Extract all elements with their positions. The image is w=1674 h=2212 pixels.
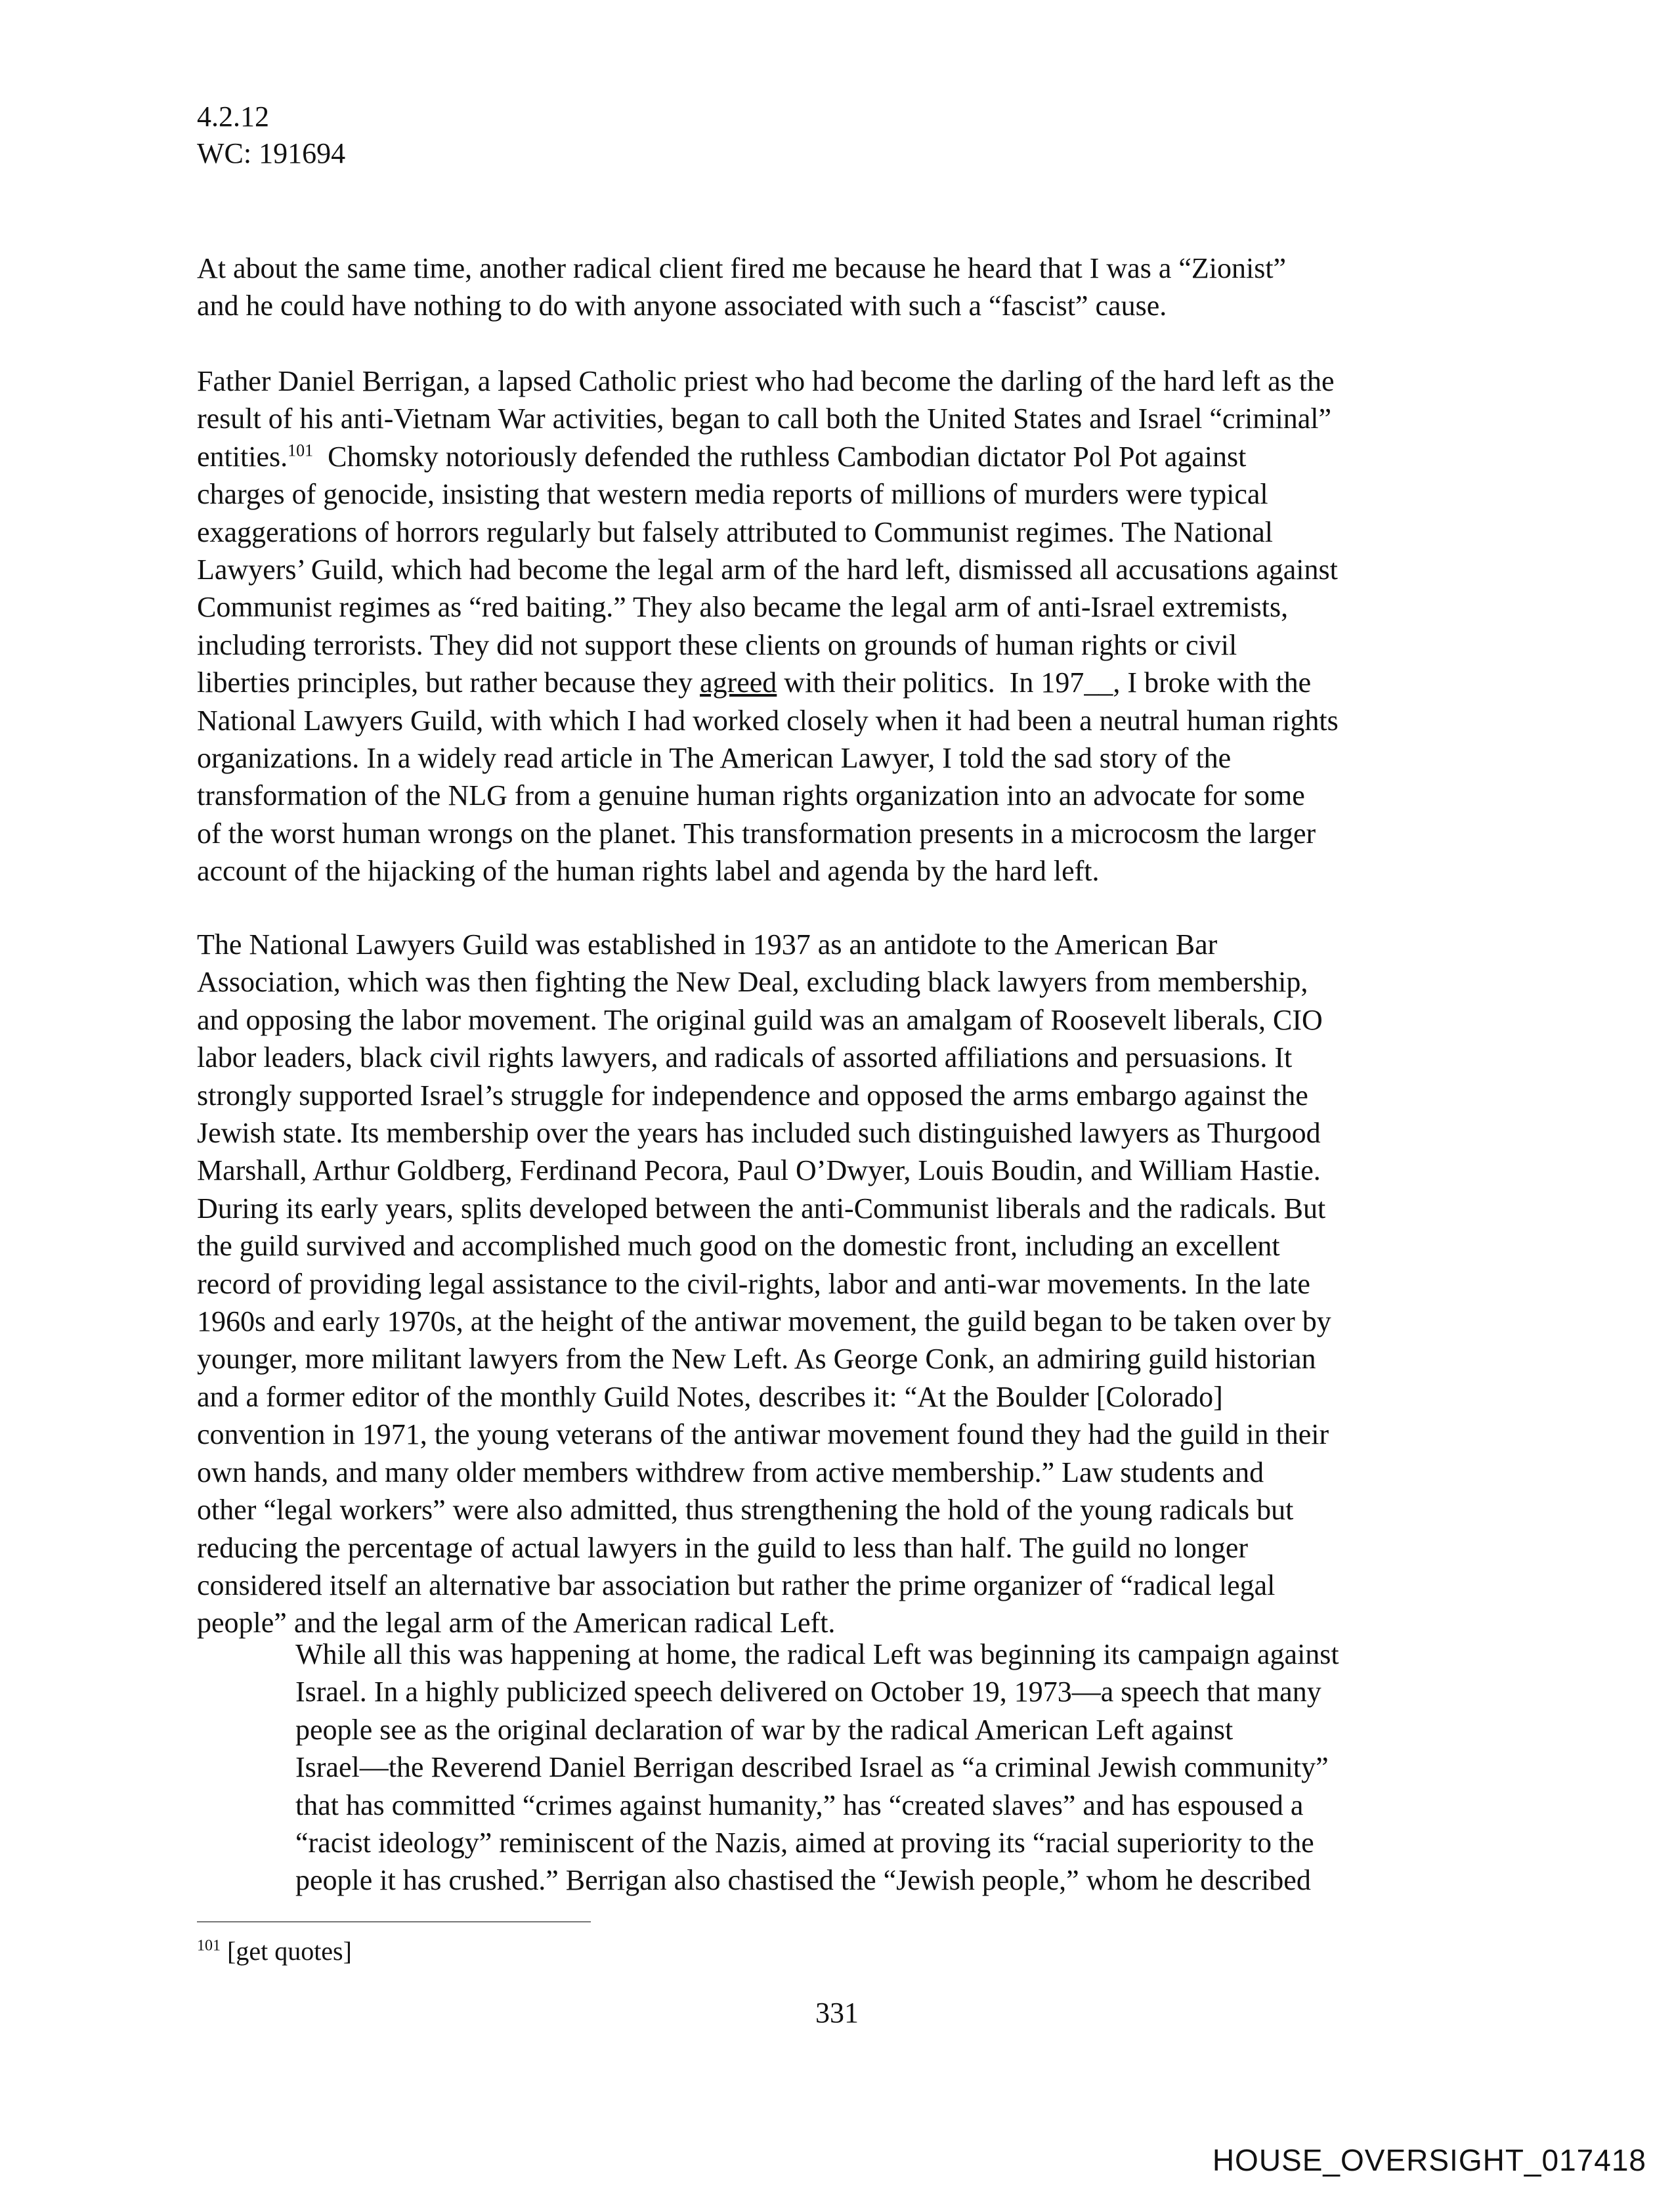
- text-segment: Chomsky notoriously defended the ruthless Cambodian dictator Pol Pot against: [313, 440, 1247, 473]
- text-line: charges of genocide, insisting that western media reports of millions of murders were typical: [197, 478, 1268, 511]
- text-line: “racist ideology” reminiscent of the Nazis, aimed at proving its “racial superiority to the: [295, 1827, 1314, 1859]
- page-number: 331: [815, 1997, 859, 2029]
- text-line: account of the hijacking of the human rights label and agenda by the hard left.: [197, 855, 1100, 888]
- word-count: WC: 191694: [197, 137, 346, 169]
- footnote-number: 101: [197, 1937, 221, 1955]
- text-line: the guild survived and accomplished much good on the domestic front, including an excellent: [197, 1230, 1280, 1263]
- footnote-text: [get quotes]: [221, 1936, 352, 1966]
- text-line: and opposing the labor movement. The original guild was an amalgam of Roosevelt liberals, CIO: [197, 1003, 1323, 1036]
- text-line: Israel—the Reverend Daniel Berrigan described Israel as “a criminal Jewish community”: [295, 1751, 1329, 1784]
- text-line: During its early years, splits developed between the anti-Communist liberals and the radicals. But: [197, 1192, 1326, 1225]
- text-line: strongly supported Israel’s struggle for independence and opposed the arms embargo against the: [197, 1079, 1308, 1112]
- bates-stamp: HOUSE_OVERSIGHT_017418: [1212, 2143, 1646, 2177]
- underlined-word: agreed: [700, 666, 777, 699]
- paragraph-4-indented: [295, 1636, 1490, 1899]
- text-line: While all this was happening at home, the radical Left was beginning its campaign against: [295, 1638, 1339, 1670]
- text-line: Lawyers’ Guild, which had become the legal arm of the hard left, dismissed all accusations against: [197, 553, 1338, 586]
- footnote: [197, 1934, 352, 1968]
- text-line: considered itself an alternative bar association but rather the prime organizer of “radical legal: [197, 1569, 1276, 1601]
- text-line: National Lawyers Guild, with which I had worked closely when it had been a neutral human rights: [197, 704, 1339, 737]
- paragraph-3: [197, 926, 1484, 1642]
- document-header: [197, 98, 345, 172]
- footnote-separator: [197, 1921, 591, 1922]
- text-line: people” and the legal arm of the American radical Left.: [197, 1607, 836, 1639]
- text-line: 1960s and early 1970s, at the height of the antiwar movement, the guild began to be taken over by: [197, 1305, 1331, 1338]
- draft-date: 4.2.12: [197, 100, 269, 133]
- text-line: other “legal workers” were also admitted, thus strengthening the hold of the young radicals but: [197, 1494, 1294, 1527]
- text-line: Communist regimes as “red baiting.” They also became the legal arm of anti-Israel extremists,: [197, 591, 1289, 624]
- text-line: Jewish state. Its membership over the years has included such distinguished lawyers as Thurgood: [197, 1117, 1321, 1150]
- text-line: labor leaders, black civil rights lawyers, and radicals of assorted affiliations and persuasions. It: [197, 1041, 1293, 1074]
- text-line: [197, 664, 1484, 701]
- text-line: convention in 1971, the young veterans of the antiwar movement found they had the guild in their: [197, 1418, 1329, 1451]
- text-segment: entities.: [197, 440, 288, 473]
- paragraph-2: [197, 362, 1484, 890]
- text-line: Father Daniel Berrigan, a lapsed Catholic priest who had become the darling of the hard left as the: [197, 365, 1335, 397]
- text-line: people it has crushed.” Berrigan also chastised the “Jewish people,” whom he described: [295, 1864, 1311, 1897]
- footnote-reference[interactable]: 101: [288, 441, 314, 460]
- text-line: Association, which was then fighting the New Deal, excluding black lawyers from membership,: [197, 966, 1308, 999]
- text-line: including terrorists. They did not support these clients on grounds of human rights or civil: [197, 628, 1237, 661]
- text-line: exaggerations of horrors regularly but falsely attributed to Communist regimes. The National: [197, 515, 1273, 548]
- text-segment: with their politics. In 197__, I broke with the: [777, 666, 1312, 699]
- text-line: own hands, and many older members withdrew from active membership.” Law students and: [197, 1456, 1264, 1488]
- text-line: younger, more militant lawyers from the New Left. As George Conk, an admiring guild historian: [197, 1343, 1316, 1376]
- text-line: and he could have nothing to do with anyone associated with such a “fascist” cause.: [197, 290, 1167, 322]
- text-line: and a former editor of the monthly Guild Notes, describes it: “At the Boulder [Colorado]: [197, 1380, 1223, 1413]
- text-line: Marshall, Arthur Goldberg, Ferdinand Pecora, Paul O’Dwyer, Louis Boudin, and William Hastie.: [197, 1154, 1321, 1187]
- text-line: reducing the percentage of actual lawyers in the guild to less than half. The guild no longer: [197, 1531, 1249, 1564]
- paragraph-1: [197, 249, 1484, 325]
- text-line: result of his anti-Vietnam War activities, began to call both the United States and Israel “criminal”: [197, 402, 1332, 435]
- text-line: people see as the original declaration of war by the radical American Left against: [295, 1713, 1234, 1746]
- text-line: that has committed “crimes against humanity,” has “created slaves” and has espoused a: [295, 1789, 1304, 1821]
- text-line: At about the same time, another radical client fired me because he heard that I was a “Zionist”: [197, 252, 1287, 284]
- text-line: transformation of the NLG from a genuine human rights organization into an advocate for some: [197, 779, 1305, 812]
- text-line: The National Lawyers Guild was established in 1937 as an antidote to the American Bar: [197, 928, 1218, 961]
- text-line: of the worst human wrongs on the planet. This transformation presents in a microcosm the larger: [197, 817, 1316, 850]
- text-line: organizations. In a widely read article in The American Lawyer, I told the sad story of the: [197, 742, 1232, 775]
- text-segment: liberties principles, but rather because they: [197, 666, 700, 699]
- text-line: Israel. In a highly publicized speech delivered on October 19, 1973—a speech that many: [295, 1676, 1321, 1708]
- text-line: [197, 438, 1484, 475]
- text-line: record of providing legal assistance to the civil-rights, labor and anti-war movements. In the late: [197, 1267, 1310, 1300]
